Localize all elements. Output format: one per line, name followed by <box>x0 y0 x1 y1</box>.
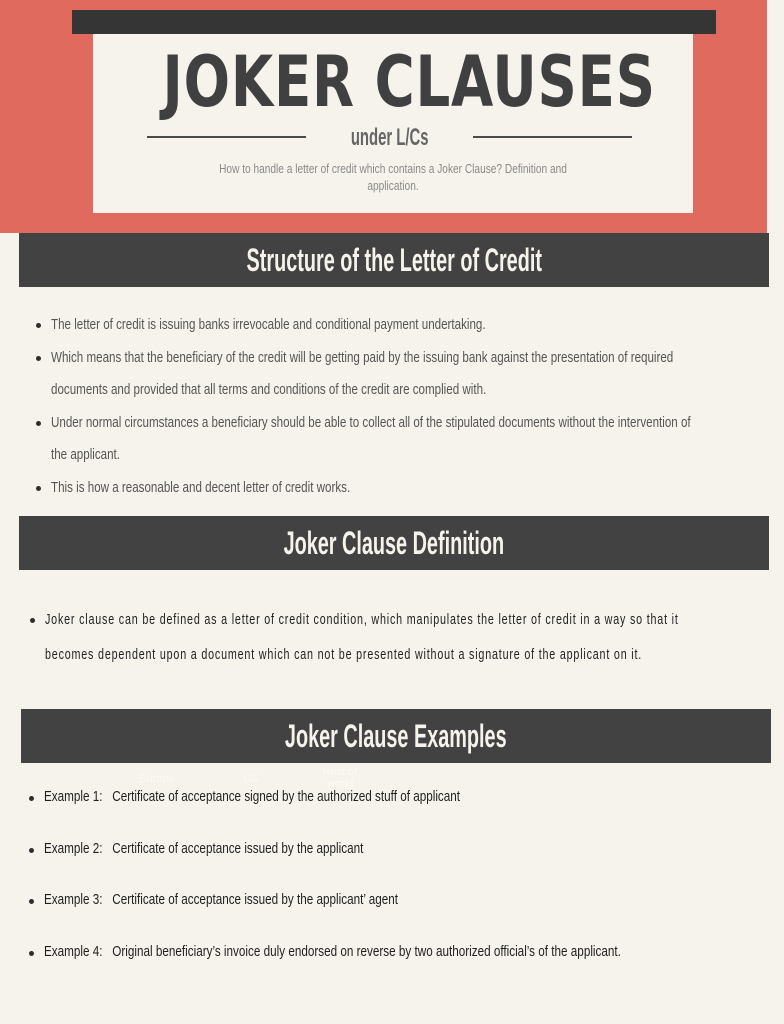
examples-list <box>44 787 784 993</box>
section-title: Joker Clause Examples <box>285 718 507 754</box>
example-label: Example 1: <box>44 788 103 805</box>
bullet-icon <box>29 951 34 956</box>
list-item <box>51 309 784 342</box>
section-header-definition <box>19 516 769 570</box>
list-item <box>45 603 784 672</box>
list-item-text: Which means that the beneficiary of the credit will be getting paid by the issuing bank against the presentation of required <box>51 349 674 366</box>
example-text: Certificate of acceptance issued by the applicant <box>112 839 364 857</box>
section-header-examples <box>21 709 771 763</box>
bullet-icon <box>29 796 34 801</box>
section-header-structure <box>19 233 769 287</box>
hero-top-bar <box>72 10 716 34</box>
bullet-icon <box>36 486 41 491</box>
divider-left <box>147 136 306 138</box>
list-item <box>51 342 784 407</box>
example-text: Original beneficiary’s invoice duly endorsed on reverse by two authorized official’s of the applicant. <box>112 942 621 960</box>
list-item <box>44 942 784 994</box>
bullet-icon <box>36 421 41 426</box>
section-title: Structure of the Letter of Credit <box>246 242 542 278</box>
page-title <box>93 41 693 123</box>
list-item-text: Under normal circumstances a beneficiary should be able to collect all of the stipulated documents without the intervention of <box>51 414 691 431</box>
list-item-text: The letter of credit is issuing banks irrevocable and conditional payment undertaking. <box>51 317 486 333</box>
ghost-label-europe: Europe <box>139 773 175 785</box>
list-item <box>44 890 784 942</box>
example-label: Example 4: <box>44 942 103 960</box>
bullet-icon <box>36 323 41 328</box>
page-description <box>170 160 616 194</box>
page-subtitle-text: under L/Cs <box>350 124 429 151</box>
list-item <box>44 839 784 891</box>
list-item-text: the applicant. <box>51 447 121 463</box>
section-title: Joker Clause Definition <box>283 525 505 561</box>
divider-right <box>473 136 632 138</box>
bullet-icon <box>29 899 34 904</box>
bullet-icon <box>30 618 35 623</box>
list-item-text: becomes dependent upon a document which can not be presented without a signature of the applicant on it. <box>45 646 643 663</box>
example-label: Example 2: <box>44 839 103 857</box>
page-title-text: JOKER CLAUSES <box>162 41 656 123</box>
example-text: Certificate of acceptance signed by the authorized stuff of applicant <box>112 788 461 805</box>
definition-list <box>45 603 784 672</box>
bullet-icon <box>29 848 34 853</box>
list-item-text: Joker clause can be defined as a letter of credit condition, which manipulates the letter of credit in a way so that it <box>45 612 679 628</box>
page-description-line: How to handle a letter of credit which contains a Joker Clause? Definition and <box>219 161 567 176</box>
structure-list <box>51 309 784 504</box>
example-text: Certificate of acceptance issued by the applicant’ agent <box>112 891 399 908</box>
list-item <box>51 472 784 505</box>
list-item-text: This is how a reasonable and decent letter of credit works. <box>51 479 351 496</box>
ghost-label-us: US <box>243 773 259 785</box>
list-item-text: documents and provided that all terms and conditions of the credit are complied with. <box>51 382 487 398</box>
list-item <box>51 407 784 472</box>
list-item <box>44 787 784 839</box>
bullet-icon <box>36 356 41 361</box>
page-subtitle <box>306 124 473 152</box>
example-label: Example 3: <box>44 891 103 908</box>
ghost-label-rest-of-world: Rest of world <box>322 766 358 790</box>
page-description-line: application. <box>367 178 419 193</box>
